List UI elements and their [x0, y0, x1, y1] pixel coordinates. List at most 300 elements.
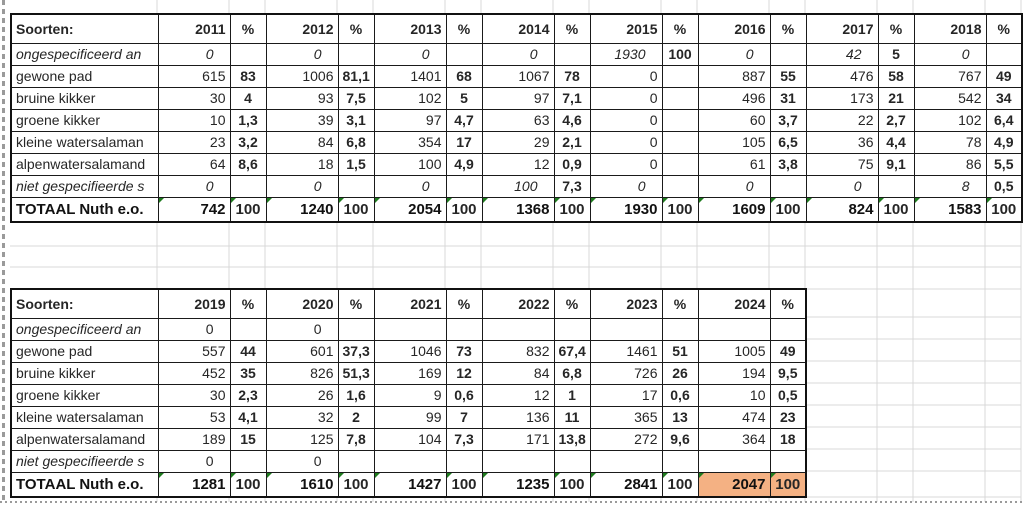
value-cell[interactable]: 1368	[482, 197, 554, 222]
pct-cell[interactable]: 31	[770, 87, 806, 109]
pct-cell[interactable]: 0,5	[986, 175, 1022, 197]
value-cell[interactable]: 9	[374, 384, 446, 406]
value-cell[interactable]: 452	[158, 362, 230, 384]
pct-cell[interactable]: 49	[770, 340, 806, 362]
pct-cell[interactable]: 2,7	[878, 109, 914, 131]
pct-cell[interactable]: 0,6	[662, 384, 698, 406]
year-header-cell[interactable]: 2021	[374, 289, 446, 318]
value-cell[interactable]: 10	[698, 384, 770, 406]
value-cell[interactable]: 0	[698, 175, 770, 197]
year-header-cell[interactable]: 2016	[698, 14, 770, 43]
year-header-cell[interactable]: 2019	[158, 289, 230, 318]
pct-cell[interactable]	[662, 175, 698, 197]
percent-header-cell[interactable]: %	[446, 289, 482, 318]
value-cell[interactable]: 1235	[482, 472, 554, 497]
pct-cell[interactable]: 7,5	[338, 87, 374, 109]
species-label-cell[interactable]: gewone pad	[11, 340, 158, 362]
pct-cell[interactable]: 4,9	[986, 131, 1022, 153]
value-cell[interactable]: 99	[374, 406, 446, 428]
year-header-cell[interactable]: 2011	[158, 14, 230, 43]
pct-cell[interactable]: 9,6	[662, 428, 698, 450]
pct-cell[interactable]	[662, 131, 698, 153]
value-cell[interactable]: 601	[266, 340, 338, 362]
pct-cell[interactable]: 100	[554, 472, 590, 497]
value-cell[interactable]: 17	[590, 384, 662, 406]
pct-cell[interactable]: 100	[770, 197, 806, 222]
value-cell[interactable]: 105	[698, 131, 770, 153]
pct-cell[interactable]: 67,4	[554, 340, 590, 362]
value-cell[interactable]: 1427	[374, 472, 446, 497]
species-row	[11, 406, 806, 428]
value-cell[interactable]	[590, 318, 662, 340]
pct-cell[interactable]: 100	[662, 472, 698, 497]
value-cell[interactable]: 100	[482, 175, 554, 197]
pct-cell[interactable]: 7,3	[446, 428, 482, 450]
percent-header-cell[interactable]: %	[662, 14, 698, 43]
value-cell[interactable]: 22	[806, 109, 878, 131]
value-cell[interactable]: 832	[482, 340, 554, 362]
value-cell[interactable]: 2054	[374, 197, 446, 222]
pct-cell[interactable]	[230, 43, 266, 65]
pct-cell[interactable]: 78	[554, 65, 590, 87]
pct-cell[interactable]: 0,6	[446, 384, 482, 406]
pct-cell[interactable]: 6,4	[986, 109, 1022, 131]
value-cell[interactable]: 0	[374, 43, 446, 65]
value-cell[interactable]: 0	[266, 175, 338, 197]
species-label-cell[interactable]: niet gespecifieerde s	[11, 175, 158, 197]
species-row	[11, 131, 1022, 153]
value-cell[interactable]: 1240	[266, 197, 338, 222]
pct-cell[interactable]: 7,3	[554, 175, 590, 197]
pct-cell[interactable]: 37,3	[338, 340, 374, 362]
page-break-line-bottom	[0, 501, 1024, 503]
value-cell[interactable]: 1930	[590, 197, 662, 222]
value-cell[interactable]: 824	[806, 197, 878, 222]
value-cell[interactable]: 887	[698, 65, 770, 87]
value-cell[interactable]: 0	[590, 65, 662, 87]
value-cell[interactable]: 0	[590, 87, 662, 109]
value-cell[interactable]: 8	[914, 175, 986, 197]
pct-cell[interactable]: 7,8	[338, 428, 374, 450]
pct-cell[interactable]: 17	[446, 131, 482, 153]
value-cell[interactable]	[482, 318, 554, 340]
value-cell[interactable]: 476	[806, 65, 878, 87]
percent-header-cell[interactable]: %	[554, 14, 590, 43]
value-cell[interactable]: 194	[698, 362, 770, 384]
species-label-cell[interactable]: bruine kikker	[11, 362, 158, 384]
value-cell[interactable]: 0	[158, 43, 230, 65]
pct-cell[interactable]: 7,1	[554, 87, 590, 109]
error-indicator-triangle	[231, 198, 236, 203]
percent-header-cell[interactable]: %	[338, 14, 374, 43]
value-cell[interactable]: 1930	[590, 43, 662, 65]
percent-header-cell[interactable]: %	[554, 289, 590, 318]
species-label-cell[interactable]: alpenwatersalamand	[11, 428, 158, 450]
pct-cell[interactable]	[338, 318, 374, 340]
year-header-cell[interactable]: 2017	[806, 14, 878, 43]
value-cell[interactable]: 0	[374, 175, 446, 197]
value-cell[interactable]: 0	[158, 450, 230, 472]
pct-cell[interactable]: 100	[770, 472, 806, 497]
pct-cell[interactable]	[554, 318, 590, 340]
pct-cell[interactable]	[446, 175, 482, 197]
pct-cell[interactable]: 18	[770, 428, 806, 450]
species-table-2019-2024	[10, 288, 807, 498]
value-cell[interactable]: 0	[266, 318, 338, 340]
value-cell[interactable]: 39	[266, 109, 338, 131]
year-header-cell[interactable]: 2022	[482, 289, 554, 318]
value-cell[interactable]: 0	[158, 318, 230, 340]
species-label-cell[interactable]: ongespecificeerd an	[11, 43, 158, 65]
pct-cell[interactable]: 11	[554, 406, 590, 428]
error-indicator-triangle	[591, 198, 596, 203]
pct-cell[interactable]	[230, 450, 266, 472]
pct-cell[interactable]	[662, 318, 698, 340]
value-cell[interactable]: 18	[266, 153, 338, 175]
pct-cell[interactable]	[770, 318, 806, 340]
species-label-cell[interactable]: gewone pad	[11, 65, 158, 87]
value-cell[interactable]: 12	[482, 153, 554, 175]
value-cell[interactable]: 100	[374, 153, 446, 175]
value-cell[interactable]: 1583	[914, 197, 986, 222]
value-cell[interactable]: 557	[158, 340, 230, 362]
pct-cell[interactable]: 44	[230, 340, 266, 362]
value-cell[interactable]: 826	[266, 362, 338, 384]
pct-cell[interactable]: 1	[554, 384, 590, 406]
pct-cell[interactable]	[446, 318, 482, 340]
pct-cell[interactable]	[662, 65, 698, 87]
pct-cell[interactable]: 3,2	[230, 131, 266, 153]
value-cell[interactable]: 64	[158, 153, 230, 175]
pct-cell[interactable]: 100	[986, 197, 1022, 222]
pct-cell[interactable]: 12	[446, 362, 482, 384]
year-header-cell[interactable]: 2013	[374, 14, 446, 43]
pct-cell[interactable]: 73	[446, 340, 482, 362]
percent-header-cell[interactable]: %	[878, 14, 914, 43]
value-cell[interactable]: 125	[266, 428, 338, 450]
error-indicator-triangle	[447, 198, 452, 203]
value-cell[interactable]	[482, 450, 554, 472]
year-header-cell[interactable]: 2024	[698, 289, 770, 318]
pct-cell[interactable]: 83	[230, 65, 266, 87]
pct-cell[interactable]: 6,8	[338, 131, 374, 153]
pct-cell[interactable]	[986, 43, 1022, 65]
value-cell[interactable]: 78	[914, 131, 986, 153]
species-label-cell[interactable]: niet gespecifieerde s	[11, 450, 158, 472]
value-cell[interactable]: 272	[590, 428, 662, 450]
species-row	[11, 175, 1022, 197]
pct-cell[interactable]	[338, 43, 374, 65]
pct-cell[interactable]: 51	[662, 340, 698, 362]
pct-cell[interactable]	[230, 318, 266, 340]
value-cell[interactable]: 542	[914, 87, 986, 109]
pct-cell[interactable]: 3,7	[770, 109, 806, 131]
error-indicator-triangle	[591, 473, 596, 478]
percent-header-cell[interactable]: %	[662, 289, 698, 318]
value-cell[interactable]: 364	[698, 428, 770, 450]
page-break-line-left	[2, 0, 5, 503]
value-cell[interactable]: 0	[266, 450, 338, 472]
value-cell[interactable]: 102	[914, 109, 986, 131]
value-cell[interactable]: 102	[374, 87, 446, 109]
pct-cell[interactable]	[662, 87, 698, 109]
pct-cell[interactable]: 5	[878, 43, 914, 65]
pct-cell[interactable]: 5	[446, 87, 482, 109]
pct-cell[interactable]: 26	[662, 362, 698, 384]
pct-cell[interactable]: 4,4	[878, 131, 914, 153]
value-cell[interactable]: 474	[698, 406, 770, 428]
value-cell[interactable]: 365	[590, 406, 662, 428]
value-cell[interactable]: 75	[806, 153, 878, 175]
pct-cell[interactable]: 21	[878, 87, 914, 109]
value-cell[interactable]: 97	[374, 109, 446, 131]
percent-header-cell[interactable]: %	[230, 289, 266, 318]
pct-cell[interactable]: 100	[662, 43, 698, 65]
value-cell[interactable]: 1046	[374, 340, 446, 362]
percent-header-cell[interactable]: %	[770, 289, 806, 318]
pct-cell[interactable]	[338, 450, 374, 472]
pct-cell[interactable]: 58	[878, 65, 914, 87]
species-label-cell[interactable]: alpenwatersalamand	[11, 153, 158, 175]
error-indicator-triangle	[375, 473, 380, 478]
value-cell[interactable]: 42	[806, 43, 878, 65]
value-cell[interactable]: 136	[482, 406, 554, 428]
value-cell[interactable]: 0	[914, 43, 986, 65]
percent-header-cell[interactable]: %	[338, 289, 374, 318]
pct-cell[interactable]	[662, 153, 698, 175]
error-indicator-triangle	[879, 198, 884, 203]
value-cell[interactable]: 63	[482, 109, 554, 131]
pct-cell[interactable]: 4	[230, 87, 266, 109]
value-cell[interactable]	[698, 318, 770, 340]
species-row	[11, 384, 806, 406]
pct-cell[interactable]: 1,5	[338, 153, 374, 175]
error-indicator-triangle	[159, 198, 164, 203]
error-indicator-triangle	[267, 473, 272, 478]
species-label-cell[interactable]: groene kikker	[11, 384, 158, 406]
percent-header-cell[interactable]: %	[446, 14, 482, 43]
value-cell[interactable]: 0	[590, 153, 662, 175]
value-cell[interactable]: 0	[590, 109, 662, 131]
value-cell[interactable]: 12	[482, 384, 554, 406]
pct-cell[interactable]: 81,1	[338, 65, 374, 87]
value-cell[interactable]: 36	[806, 131, 878, 153]
species-row	[11, 65, 1022, 87]
percent-header-cell[interactable]: %	[770, 14, 806, 43]
pct-cell[interactable]	[770, 450, 806, 472]
percent-header-cell[interactable]: %	[986, 14, 1022, 43]
value-cell[interactable]: 86	[914, 153, 986, 175]
value-cell[interactable]: 84	[482, 362, 554, 384]
pct-cell[interactable]: 100	[446, 472, 482, 497]
value-cell[interactable]: 173	[806, 87, 878, 109]
table-title-cell[interactable]: Soorten:	[11, 289, 158, 318]
pct-cell[interactable]: 2,1	[554, 131, 590, 153]
pct-cell[interactable]: 100	[662, 197, 698, 222]
percent-header-cell[interactable]: %	[230, 14, 266, 43]
error-indicator-triangle	[267, 198, 272, 203]
pct-cell[interactable]: 2	[338, 406, 374, 428]
pct-cell[interactable]: 6,8	[554, 362, 590, 384]
pct-cell[interactable]: 51,3	[338, 362, 374, 384]
pct-cell[interactable]: 13,8	[554, 428, 590, 450]
pct-cell[interactable]: 15	[230, 428, 266, 450]
year-header-cell[interactable]: 2023	[590, 289, 662, 318]
species-label-cell[interactable]: kleine watersalaman	[11, 131, 158, 153]
value-cell[interactable]: 61	[698, 153, 770, 175]
pct-cell[interactable]: 4,6	[554, 109, 590, 131]
value-cell[interactable]: 1609	[698, 197, 770, 222]
species-label-cell[interactable]: ongespecificeerd an	[11, 318, 158, 340]
pct-cell[interactable]: 4,1	[230, 406, 266, 428]
value-cell[interactable]: 171	[482, 428, 554, 450]
pct-cell[interactable]	[770, 175, 806, 197]
pct-cell[interactable]: 100	[554, 197, 590, 222]
species-label-cell[interactable]: kleine watersalaman	[11, 406, 158, 428]
species-label-cell[interactable]: TOTAAL Nuth e.o.	[11, 472, 158, 497]
pct-cell[interactable]	[662, 109, 698, 131]
value-cell[interactable]: 2047	[698, 472, 770, 497]
total-row	[11, 197, 1022, 222]
value-cell[interactable]: 615	[158, 65, 230, 87]
value-cell[interactable]: 1005	[698, 340, 770, 362]
species-row	[11, 450, 806, 472]
pct-cell[interactable]	[878, 175, 914, 197]
value-cell[interactable]: 1461	[590, 340, 662, 362]
value-cell[interactable]: 93	[266, 87, 338, 109]
year-header-cell[interactable]: 2020	[266, 289, 338, 318]
error-indicator-triangle	[699, 473, 704, 478]
pct-cell[interactable]: 100	[446, 197, 482, 222]
year-header-cell[interactable]: 2012	[266, 14, 338, 43]
pct-cell[interactable]: 8,6	[230, 153, 266, 175]
value-cell[interactable]: 169	[374, 362, 446, 384]
pct-cell[interactable]: 100	[878, 197, 914, 222]
error-indicator-triangle	[771, 473, 776, 478]
species-label-cell[interactable]: bruine kikker	[11, 87, 158, 109]
value-cell[interactable]: 742	[158, 197, 230, 222]
value-cell[interactable]: 726	[590, 362, 662, 384]
pct-cell[interactable]: 0,5	[770, 384, 806, 406]
pct-cell[interactable]: 100	[338, 472, 374, 497]
year-header-cell[interactable]: 2018	[914, 14, 986, 43]
error-indicator-triangle	[483, 473, 488, 478]
value-cell[interactable]: 29	[482, 131, 554, 153]
data-table	[10, 288, 807, 498]
value-cell[interactable]: 23	[158, 131, 230, 153]
value-cell[interactable]: 53	[158, 406, 230, 428]
pct-cell[interactable]	[230, 175, 266, 197]
value-cell[interactable]	[698, 450, 770, 472]
value-cell[interactable]: 2841	[590, 472, 662, 497]
value-cell[interactable]: 767	[914, 65, 986, 87]
pct-cell[interactable]: 7	[446, 406, 482, 428]
year-header-cell[interactable]: 2015	[590, 14, 662, 43]
pct-cell[interactable]: 9,5	[770, 362, 806, 384]
pct-cell[interactable]	[554, 43, 590, 65]
value-cell[interactable]: 60	[698, 109, 770, 131]
value-cell[interactable]: 0	[266, 43, 338, 65]
value-cell[interactable]: 0	[482, 43, 554, 65]
pct-cell[interactable]: 9,1	[878, 153, 914, 175]
pct-cell[interactable]	[770, 43, 806, 65]
value-cell[interactable]: 496	[698, 87, 770, 109]
pct-cell[interactable]: 55	[770, 65, 806, 87]
header-row	[11, 14, 1022, 43]
pct-cell[interactable]: 0,9	[554, 153, 590, 175]
error-indicator-triangle	[663, 198, 668, 203]
pct-cell[interactable]: 3,8	[770, 153, 806, 175]
pct-cell[interactable]: 49	[986, 65, 1022, 87]
pct-cell[interactable]: 4,9	[446, 153, 482, 175]
error-indicator-triangle	[159, 473, 164, 478]
value-cell[interactable]	[590, 450, 662, 472]
pct-cell[interactable]: 13	[662, 406, 698, 428]
table-title-cell[interactable]: Soorten:	[11, 14, 158, 43]
value-cell[interactable]: 189	[158, 428, 230, 450]
species-label-cell[interactable]: TOTAAL Nuth e.o.	[11, 197, 158, 222]
value-cell[interactable]: 354	[374, 131, 446, 153]
value-cell[interactable]: 30	[158, 87, 230, 109]
value-cell[interactable]: 0	[590, 131, 662, 153]
value-cell[interactable]: 1006	[266, 65, 338, 87]
value-cell[interactable]: 26	[266, 384, 338, 406]
pct-cell[interactable]: 1,6	[338, 384, 374, 406]
pct-cell[interactable]	[338, 175, 374, 197]
value-cell[interactable]: 1281	[158, 472, 230, 497]
value-cell[interactable]	[374, 450, 446, 472]
value-cell[interactable]: 97	[482, 87, 554, 109]
pct-cell[interactable]: 100	[230, 197, 266, 222]
pct-cell[interactable]: 1,3	[230, 109, 266, 131]
pct-cell[interactable]: 100	[338, 197, 374, 222]
value-cell[interactable]: 0	[158, 175, 230, 197]
pct-cell[interactable]	[554, 450, 590, 472]
pct-cell[interactable]: 23	[770, 406, 806, 428]
value-cell[interactable]: 1067	[482, 65, 554, 87]
species-label-cell[interactable]: groene kikker	[11, 109, 158, 131]
value-cell[interactable]: 10	[158, 109, 230, 131]
value-cell[interactable]: 84	[266, 131, 338, 153]
value-cell[interactable]	[374, 318, 446, 340]
pct-cell[interactable]: 100	[230, 472, 266, 497]
error-indicator-triangle	[483, 198, 488, 203]
pct-cell[interactable]: 35	[230, 362, 266, 384]
pct-cell[interactable]	[446, 43, 482, 65]
value-cell[interactable]: 1401	[374, 65, 446, 87]
species-row	[11, 109, 1022, 131]
pct-cell[interactable]: 4,7	[446, 109, 482, 131]
value-cell[interactable]: 1610	[266, 472, 338, 497]
pct-cell[interactable]: 34	[986, 87, 1022, 109]
value-cell[interactable]: 32	[266, 406, 338, 428]
pct-cell[interactable]: 6,5	[770, 131, 806, 153]
pct-cell[interactable]: 5,5	[986, 153, 1022, 175]
value-cell[interactable]: 30	[158, 384, 230, 406]
value-cell[interactable]: 104	[374, 428, 446, 450]
year-header-cell[interactable]: 2014	[482, 14, 554, 43]
value-cell[interactable]: 0	[806, 175, 878, 197]
pct-cell[interactable]: 2,3	[230, 384, 266, 406]
species-row	[11, 87, 1022, 109]
pct-cell[interactable]: 3,1	[338, 109, 374, 131]
pct-cell[interactable]: 68	[446, 65, 482, 87]
value-cell[interactable]: 0	[590, 175, 662, 197]
value-cell[interactable]: 0	[698, 43, 770, 65]
error-indicator-triangle	[807, 198, 812, 203]
pct-cell[interactable]	[662, 450, 698, 472]
pct-cell[interactable]	[446, 450, 482, 472]
